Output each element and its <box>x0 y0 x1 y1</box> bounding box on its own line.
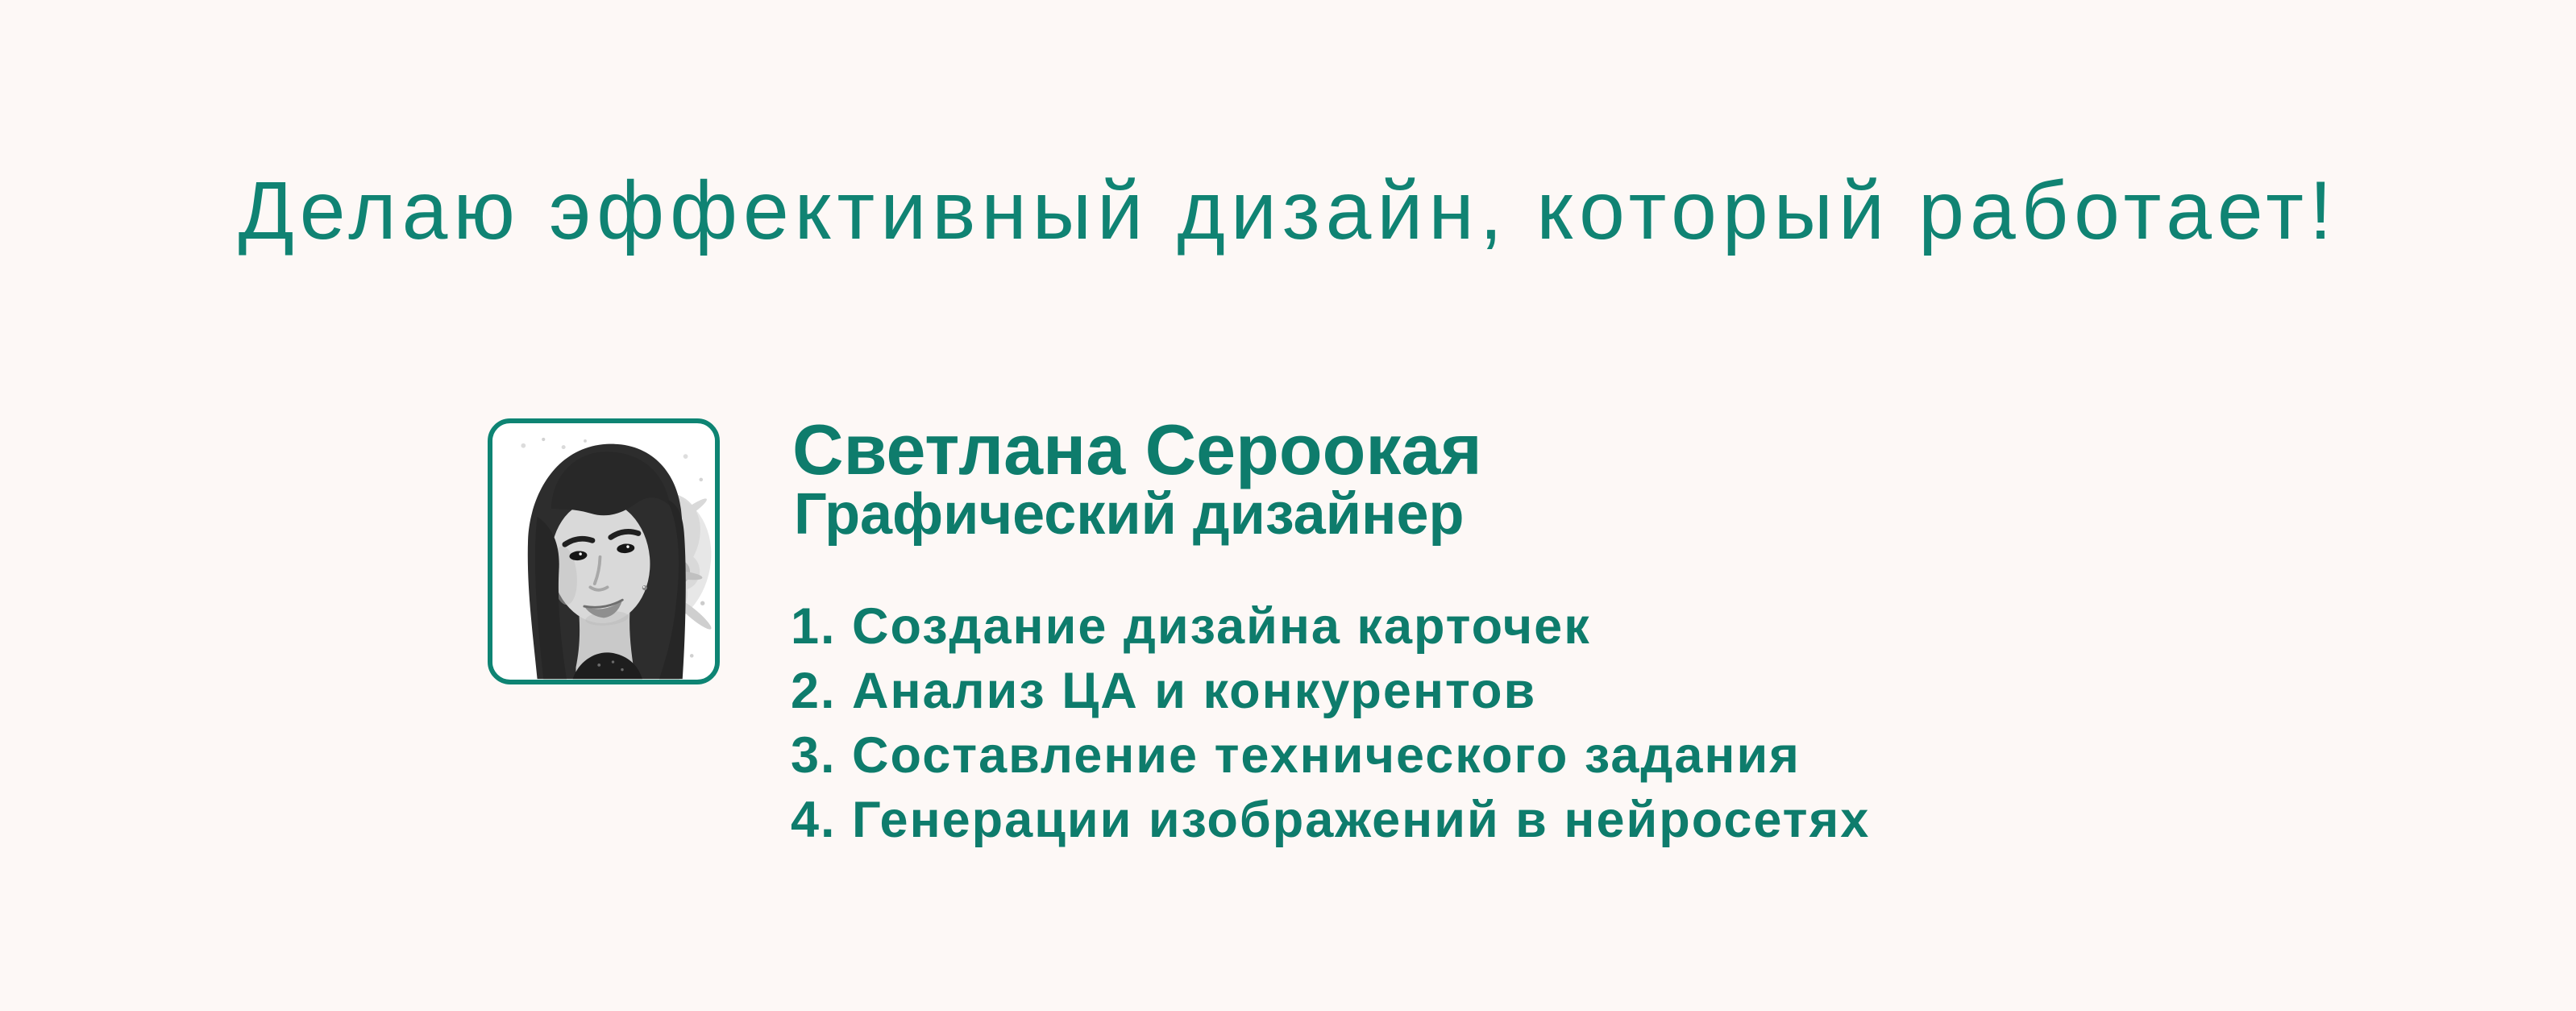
profile-photo <box>492 423 715 680</box>
profile-role: Графический дизайнер <box>794 482 1465 547</box>
profile-name: Светлана Сероокая <box>792 410 1482 489</box>
headline: Делаю эффективный дизайн, который работает! <box>238 164 2338 256</box>
service-item: 3. Составление технического задания <box>791 727 1801 784</box>
service-item: 2. Анализ ЦА и конкурентов <box>791 663 1537 719</box>
services-list <box>791 594 1870 852</box>
earring <box>642 585 647 590</box>
service-item: 4. Генерации изображений в нейросетях <box>791 792 1871 848</box>
profile-photo-frame <box>488 418 720 684</box>
service-item: 1. Создание дизайна карточек <box>791 598 1591 655</box>
